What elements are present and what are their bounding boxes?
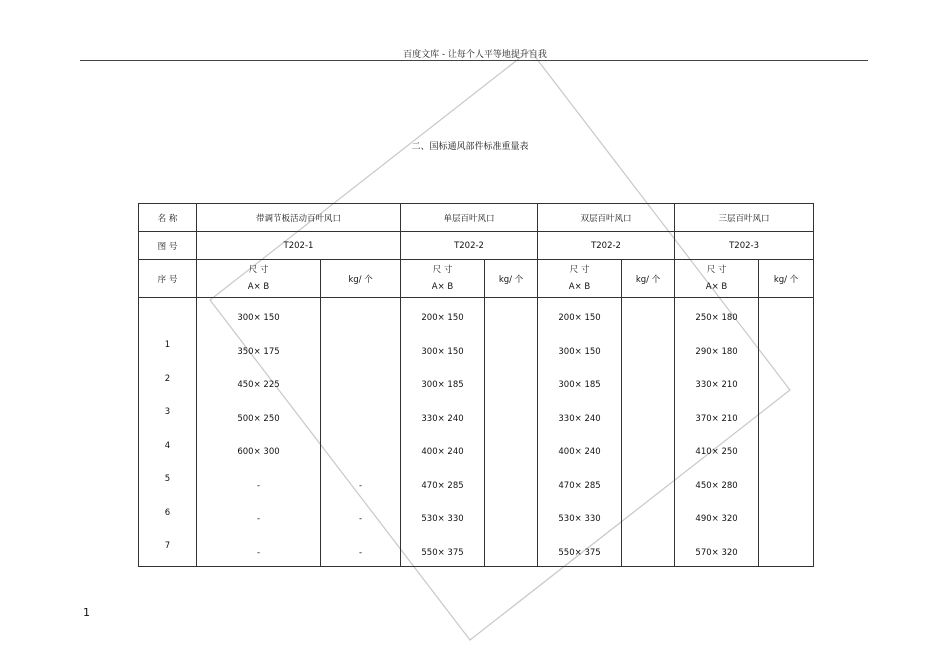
weights-column-3 <box>622 298 675 567</box>
table-cell: - <box>256 547 261 558</box>
table-cell: 470× 285 <box>421 480 464 491</box>
table-cell: 330× 210 <box>695 380 738 390</box>
table-cell: 290× 180 <box>695 346 738 357</box>
seq-column <box>139 298 197 567</box>
weight-header-1: kg/ 个 <box>321 260 401 298</box>
drawing-no-1: T202-1 <box>197 232 401 260</box>
size-label: 尺 寸 <box>569 265 590 275</box>
table-cell: 500× 250 <box>237 413 280 424</box>
table-cell: 550× 375 <box>421 547 464 558</box>
weight-table <box>138 203 814 567</box>
sizes-column-4 <box>675 298 759 567</box>
size-header-3 <box>538 260 622 298</box>
drawing-no-2: T202-2 <box>401 232 538 260</box>
table-cell: 300× 185 <box>421 380 464 390</box>
sizes-column-2 <box>401 298 485 567</box>
table-cell: 7 <box>164 541 171 551</box>
table-cell: 330× 240 <box>421 413 464 424</box>
group-name-4: 三层百叶风口 <box>675 204 814 232</box>
table-cell: - <box>358 547 363 558</box>
table-cell: 490× 320 <box>695 514 738 524</box>
table-cell: 600× 300 <box>237 447 280 457</box>
table-cell: - <box>256 480 261 491</box>
table-cell: - <box>358 514 363 524</box>
name-row <box>139 204 814 232</box>
table-cell: 400× 240 <box>421 447 464 457</box>
size-sub: A× B <box>568 281 591 292</box>
weight-header-3: kg/ 个 <box>622 260 675 298</box>
table-cell: 530× 330 <box>558 514 601 524</box>
table-cell: 450× 225 <box>237 380 280 390</box>
table-cell: 5 <box>164 474 171 484</box>
table-cell: 6 <box>164 507 171 518</box>
weights-column-2 <box>485 298 538 567</box>
page-header: 百度文库 - 让每个人平等地提升自我 <box>403 50 547 60</box>
page-number: 1 <box>83 606 90 619</box>
table-cell: 3 <box>164 407 171 417</box>
table-cell: 370× 210 <box>695 413 738 424</box>
size-sub: A× B <box>705 281 728 292</box>
table-cell: 410× 250 <box>695 447 738 457</box>
sizes-column-3 <box>538 298 622 567</box>
group-name-3: 双层百叶风口 <box>538 204 675 232</box>
table-cell: 200× 150 <box>558 313 601 323</box>
weight-header-4: kg/ 个 <box>759 260 814 298</box>
table-cell: 4 <box>164 440 171 451</box>
table-cell: 570× 320 <box>695 547 738 558</box>
table-cell: 450× 280 <box>695 480 738 491</box>
table-cell: 250× 180 <box>695 313 738 323</box>
size-label: 尺 寸 <box>706 265 727 275</box>
table-cell: 300× 150 <box>421 346 464 357</box>
table-cell: 300× 185 <box>558 380 601 390</box>
subheader-row <box>139 260 814 298</box>
table-cell: 2 <box>164 373 171 384</box>
name-label: 名 称 <box>139 204 197 232</box>
table-cell: 550× 375 <box>558 547 601 558</box>
drawing-row <box>139 232 814 260</box>
seq-label: 序 号 <box>139 260 197 298</box>
weight-header-2: kg/ 个 <box>485 260 538 298</box>
table-cell: 200× 150 <box>421 313 464 323</box>
table-cell: 1 <box>164 340 171 350</box>
size-header-2 <box>401 260 485 298</box>
document-title: 二、国标通风部件标准重量表 <box>411 142 529 152</box>
group-name-1: 带调节板活动百叶风口 <box>197 204 401 232</box>
weights-column-4 <box>759 298 814 567</box>
size-header-4 <box>675 260 759 298</box>
size-label: 尺 寸 <box>248 265 269 275</box>
data-body-row <box>139 298 814 567</box>
weights-column-1 <box>321 298 401 567</box>
table-cell: 330× 240 <box>558 413 601 424</box>
group-name-2: 单层百叶风口 <box>401 204 538 232</box>
size-label: 尺 寸 <box>432 265 453 275</box>
drawing-label: 图 号 <box>139 232 197 260</box>
table-cell: 470× 285 <box>558 480 601 491</box>
table-cell: - <box>358 480 363 491</box>
table-cell: 530× 330 <box>421 514 464 524</box>
table-cell: 300× 150 <box>237 313 280 323</box>
drawing-no-3: T202-2 <box>538 232 675 260</box>
drawing-no-4: T202-3 <box>675 232 814 260</box>
sizes-column-1 <box>197 298 321 567</box>
header-divider <box>80 60 868 61</box>
table-cell: 300× 150 <box>558 346 601 357</box>
size-header-1 <box>197 260 321 298</box>
size-sub: A× B <box>431 281 454 292</box>
table-cell: 350× 175 <box>237 346 280 357</box>
size-sub: A× B <box>247 281 270 292</box>
table-cell: 400× 240 <box>558 447 601 457</box>
table-cell: - <box>256 514 261 524</box>
